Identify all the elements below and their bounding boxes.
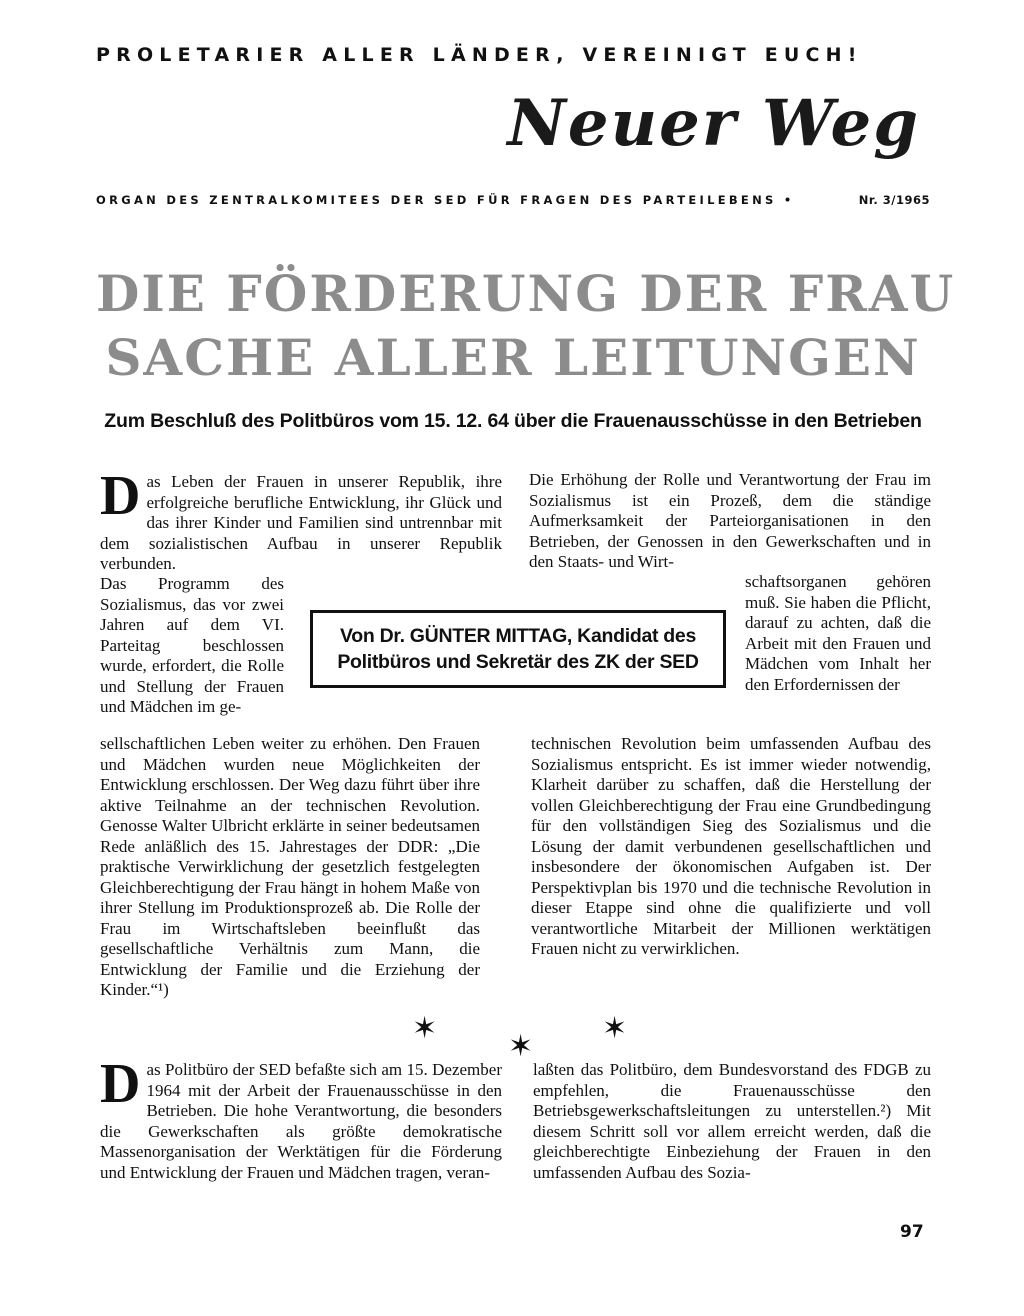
paragraph-1-narrow: Das Programm des Sozialismus, das vor zwei Jahren auf dem VI. Parteitag beschlossen wurde, erfordert, die Rolle und Stellung der Frauen und Mädchen im ge- <box>100 574 284 716</box>
masthead-title: Neuer Weg <box>507 86 920 161</box>
organ-line <box>96 193 930 207</box>
paragraph-1-top <box>100 465 502 575</box>
paragraph-1-text: as Leben der Frauen in unserer Republik, ihre erfolgreiche berufliche Entwicklung, ihr Glück und das ihrer Kinder und Familien sind untrennbar mit dem sozialistischen Aufbau in unserer Republik verbunden. <box>100 472 502 573</box>
page-number: 97 <box>900 1222 924 1242</box>
drop-cap: D <box>100 465 141 527</box>
issue-number: Nr. 3/1965 <box>858 193 930 207</box>
paragraph-4: laßten das Politbüro, dem Bundesvorstand des FDGB zu empfehlen, die Frauenausschüsse den Betriebsgewerkschaftsleitungen zu unterstellen.²) Mit diesem Schritt soll vor allem erreicht werden, daß die gleichberechtigte Einbeziehung der Frauen in den umfassenden Aufbau des Sozia- <box>533 1060 931 1182</box>
party-motto: PROLETARIER ALLER LÄNDER, VEREINIGT EUCH! <box>96 44 863 66</box>
author-line-2: Politbüros und Sekretär des ZK der SED <box>337 651 699 673</box>
author-box <box>310 610 726 688</box>
article-subhead: Zum Beschluß des Politbüros vom 15. 12. 64 über die Frauenausschüsse in den Betrieben <box>104 410 922 432</box>
headline-line-2: SACHE ALLER LEITUNGEN <box>105 328 921 387</box>
author-line-1: Von Dr. GÜNTER MITTAG, Kandidat des <box>339 625 697 647</box>
headline-line-1: DIE FÖRDERUNG DER FRAU <box>96 264 956 323</box>
separator-star-1: ✶ <box>412 1011 438 1046</box>
paragraph-1-rest: sellschaftlichen Leben weiter zu erhöhen. Den Frauen und Mädchen wurden neue Möglichkeiten der Entwicklung erschlossen. Der Weg dazu führt über ihre aktive Teilnahme an der technischen Revolution. Genosse Walter Ulbricht erklärte in seiner bedeutsamen Rede anläßlich des 15. Jahrestages der DDR: „Die praktische Verwirklichung der gesetzlich festgelegten Gleichberechtigung der Frau hängt in hohem Maße von ihrer Stellung im Produktionsprozeß ab. Die Rolle der Frau im Wirtschaftsleben beeinflußt das gesellschaftliche Verhältnis zum Mann, die Entwicklung der Familie und die Erziehung der Kinder.“¹) <box>100 734 480 999</box>
paragraph-2-narrow: schaftsorganen gehören muß. Sie haben die Pflicht, darauf zu achten, daß die Arbeit mit den Frauen und Mädchen vom Inhalt her den Erfordernissen der <box>745 572 931 694</box>
paragraph-2-top: Die Erhöhung der Rolle und Verantwortung der Frau im Sozialismus ist ein Prozeß, dem die ständige Aufmerksamkeit der Parteiorganisationen in den Betrieben, der Genossen in den Gewerkschaften und in den Staats- und Wirt- <box>529 470 931 571</box>
drop-cap-2: D <box>100 1053 141 1115</box>
organ-description: ORGAN DES ZENTRALKOMITEES DER SED FÜR FRAGEN DES PARTEILEBENS • <box>96 193 795 207</box>
separator-star-2: ✶ <box>508 1029 534 1064</box>
paragraph-3-text: as Politbüro der SED befaßte sich am 15. Dezember 1964 mit der Arbeit der Frauenausschüsse in den Betrieben. Die hohe Verantwortung, die besonders die Gewerkschaften als größte demokratische Massenorganisation der Werktätigen für die Förderung und Entwicklung der Frauen und Mädchen tragen, veran- <box>100 1060 502 1182</box>
paragraph-3 <box>100 1053 502 1183</box>
paragraph-2-rest: technischen Revolution beim umfassenden Aufbau des Sozialismus entspricht. Es ist immer wieder notwendig, Klarheit darüber zu schaffen, daß die Herstellung der vollen Gleichberechtigung der Frau eine Grundbedingung für den vollständigen Sieg des Sozialismus und die Lösung der damit verbundenen gesellschaftlichen und insbesondere der ökonomischen Aufgaben ist. Der Perspektivplan bis 1970 und die technische Revolution in dieser Etappe sind ohne die qualifizierte und voll verantwortliche Mitarbeit der Millionen werktätigen Frauen nicht zu verwirklichen. <box>531 734 931 958</box>
separator-star-3: ✶ <box>602 1011 628 1046</box>
